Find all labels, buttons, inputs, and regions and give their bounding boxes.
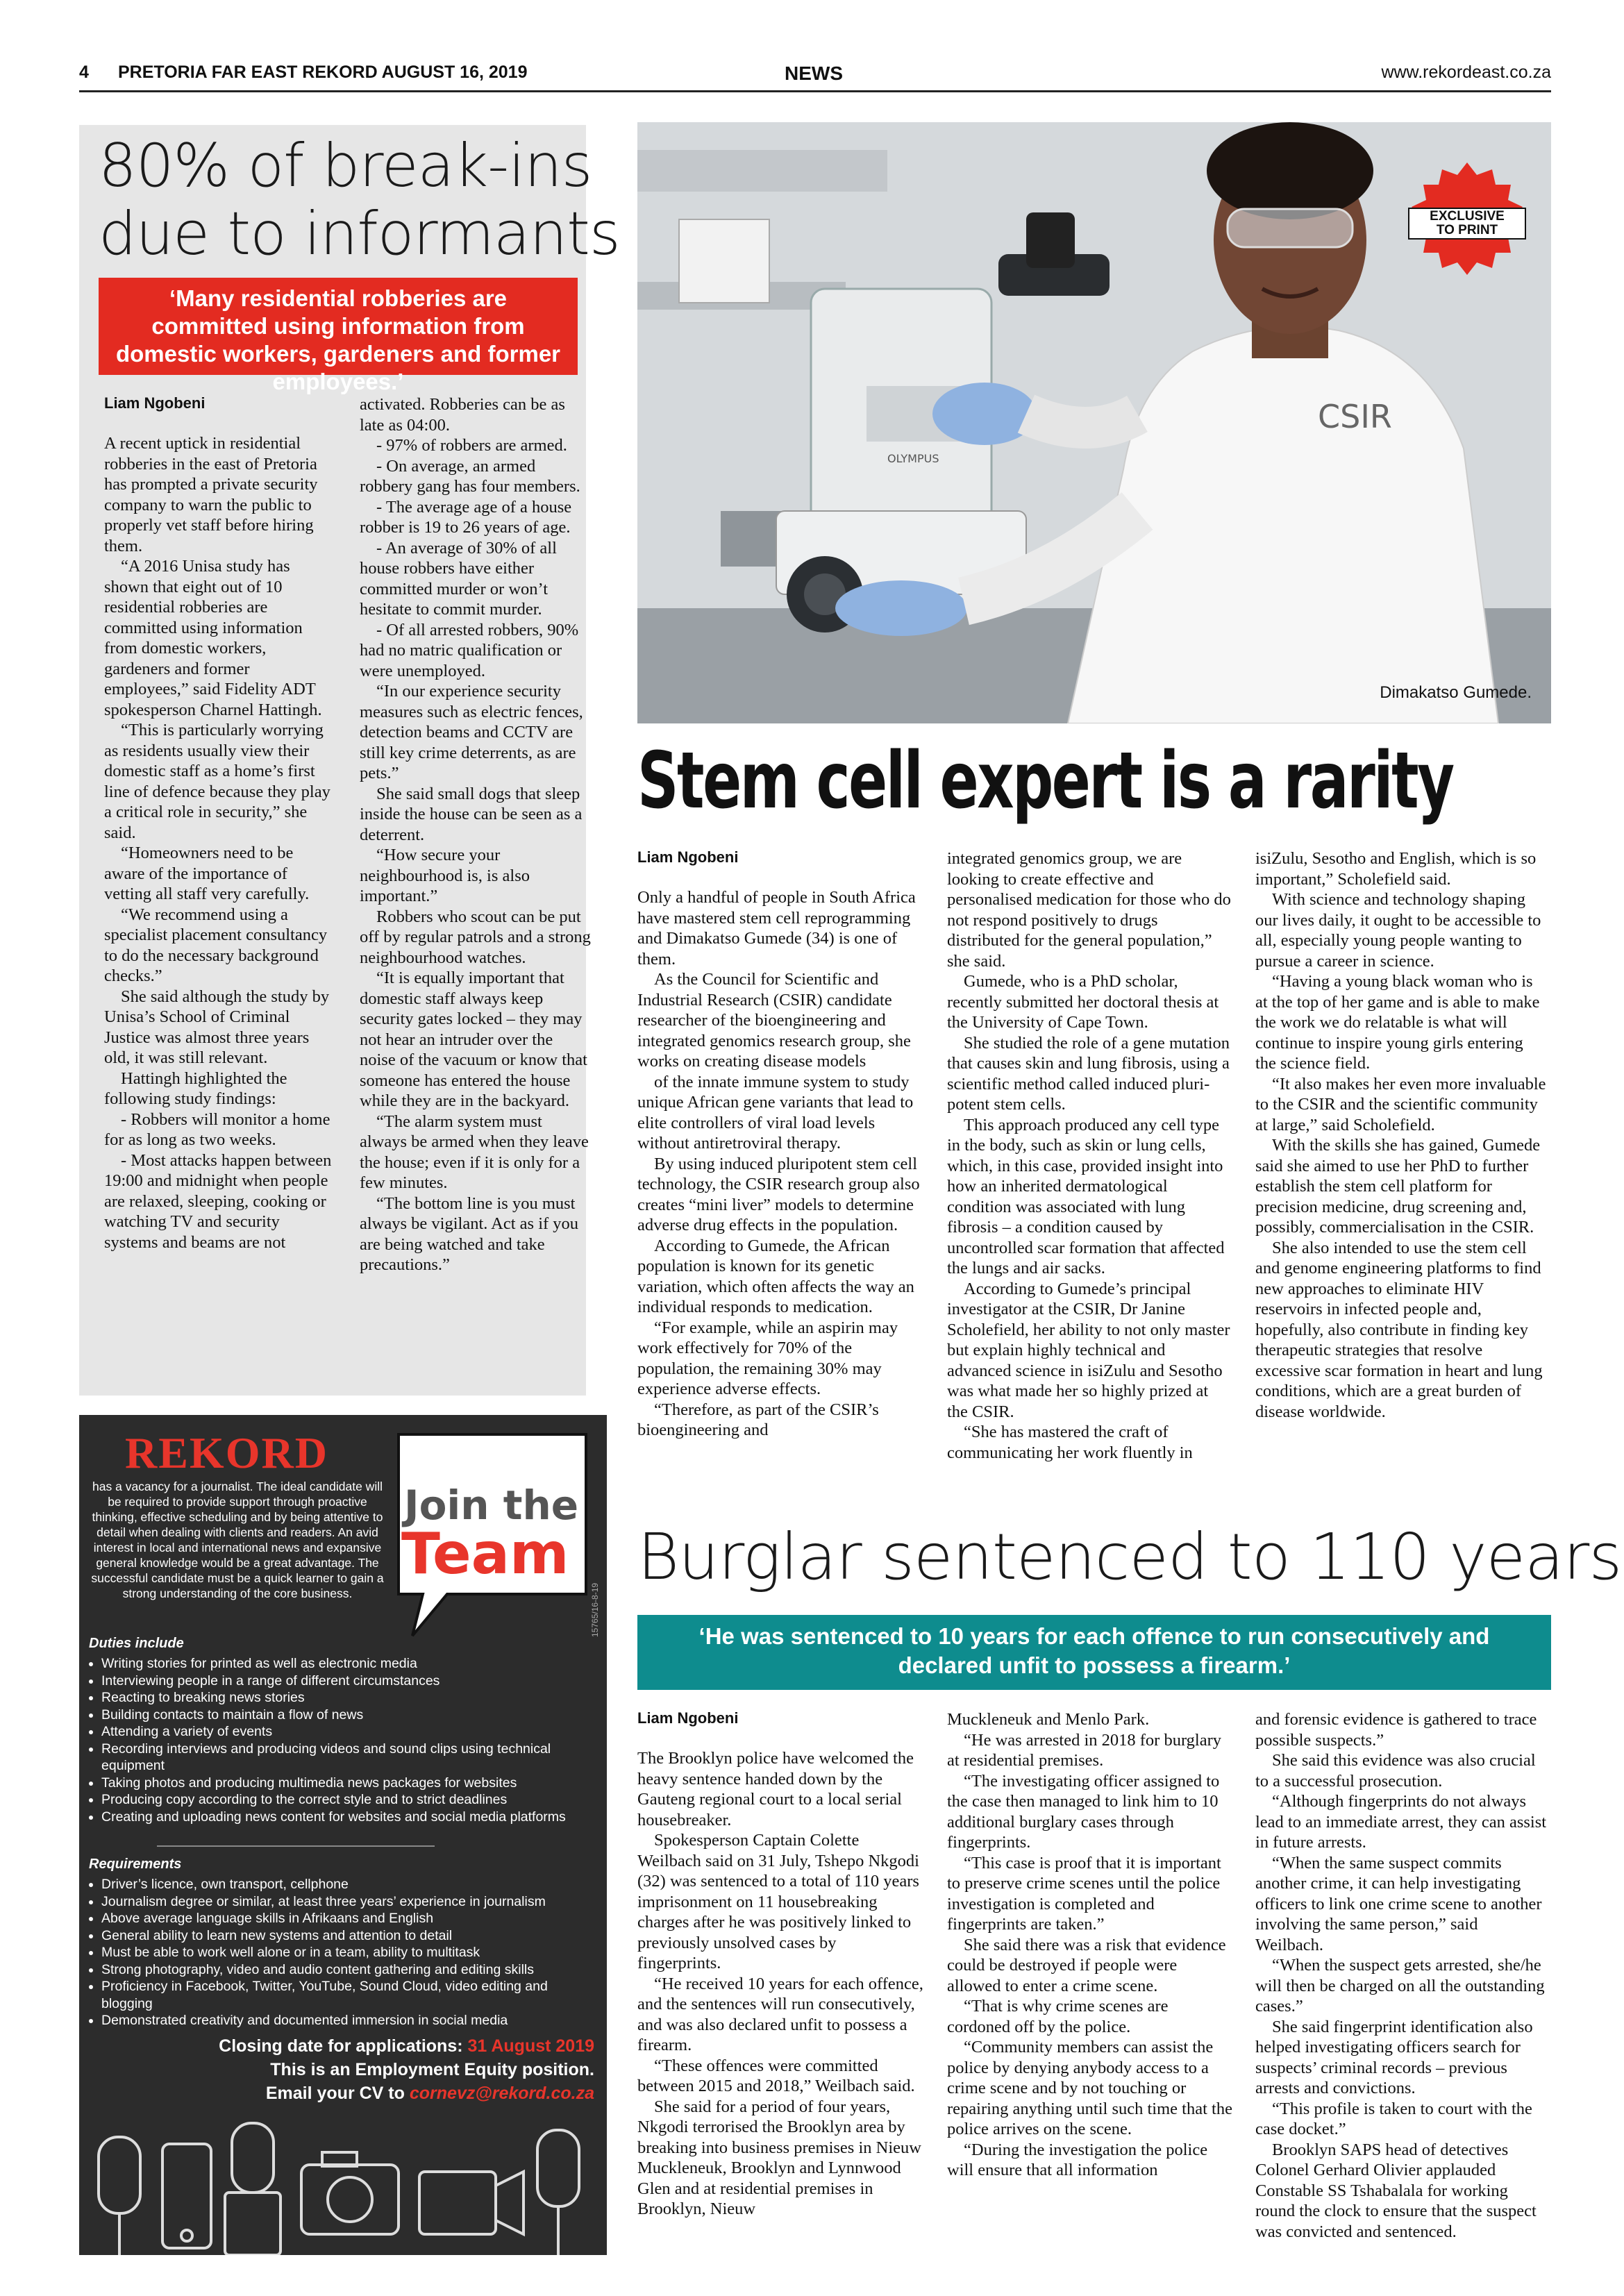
microscope-brand: OLYMPUS (887, 452, 939, 465)
paragraph: She also intended to use the stem cell and genome engineering platforms to find new approaches to eliminate HIV reservoirs in infected people and, hopefully, also contribute in finding key therapeutic strategies that resolve excessive scar formation in heart and lung conditions, which are a great burden of disease worldwide. (1255, 1238, 1543, 1421)
photo-caption: Dimakatso Gumede. (1380, 683, 1532, 702)
microphone-icon (99, 2137, 140, 2255)
paragraph: - An average of 30% of all house robbers have either committed murder or won’t hesitate to commit murder. (360, 538, 557, 619)
smartphone-icon (162, 2144, 211, 2248)
microphone-icon (537, 2130, 579, 2255)
paragraph: of the innate immune system to study unique African gene variants that lead to elite controllers of viral load levels without antiretroviral therapy. (637, 1072, 914, 1153)
paragraph: integrated genomics group, we are looking to create effective and personalised medication for those who do not respond positively to drugs distributed for the general population,” she said. (947, 849, 1231, 971)
list-item: • Taking photos and producing multimedia news packages for websites (101, 1775, 587, 1792)
list-item: • Reacting to breaking news stories (101, 1689, 587, 1707)
paragraph: and forensic evidence is gathered to trace possible suspects.” (1255, 1710, 1537, 1750)
paragraph: “When the same suspect commits another crime, it can help investigating officers to link one crime scene to another involving the same person,” said Weilbach. (1255, 1853, 1542, 1954)
paragraph: “This is particularly worrying as residents usually view their domestic staff as a home’s first line of defence because they play a critical role in security,” she said. (104, 721, 330, 842)
publication-line: PRETORIA FAR EAST REKORD AUGUST 16, 2019 (118, 62, 528, 82)
burglar-column-1 (637, 1748, 923, 2220)
breakins-byline: Liam Ngobeni (104, 394, 206, 412)
list-item: • Driver’s licence, own transport, cellphone (101, 1876, 587, 1893)
list-item: • Proficiency in Facebook, Twitter, YouTube, Sound Cloud, video editing and blogging (101, 1978, 587, 2012)
recruitment-ad (79, 1415, 607, 2255)
paragraph: This approach produced any cell type in the body, such as skin or lung cells, which, in this case, provided insight into how an inherited dermatological condition was associated with lung fibrosis – a condition caused by uncontrolled scar formation that affected the lungs and air sacks. (947, 1115, 1225, 1277)
paragraph: “That is why crime scenes are cordoned off by the police. (947, 1997, 1169, 2036)
paragraph: “We recommend using a specialist placement consultancy to do the necessary background checks.” (104, 905, 328, 985)
paragraph: “A 2016 Unisa study has shown that eight out of 10 residential robberies are committed using information from domestic workers, gardeners and former employees,” said Fidelity ADT spokesperson Charnel Hattingh. (104, 557, 322, 719)
list-item: • Attending a variety of events (101, 1723, 587, 1741)
paragraph: “During the investigation the police will ensure that all information (947, 2140, 1208, 2179)
requirements-list (86, 1876, 587, 2029)
paragraph: “It also makes her even more invaluable to the CSIR and the scientific community at large,” said Scholefield. (1255, 1074, 1546, 1134)
paragraph: “She has mastered the craft of communicating her work fluently in (947, 1423, 1193, 1462)
paragraph: “These offences were committed between 2015 and 2018,” Weilbach said. (637, 2056, 915, 2095)
stemcell-column-1 (637, 887, 923, 1441)
list-item: • Strong photography, video and audio content gathering and editing skills (101, 1961, 587, 1979)
paragraph: With the skills she has gained, Gumede said she aimed to use her PhD to further establish the stem cell platform for precision medicine, drug screening and, possibly, commercialisation in the CSIR. (1255, 1136, 1541, 1237)
paragraph: activated. Robberies can be as late as 04:00. (360, 395, 565, 435)
join-the-text: Join the (404, 1482, 579, 1529)
paragraph: “How secure your neighbourhood is, is also important.” (360, 846, 530, 905)
paragraph: Muckleneuk and Menlo Park. (947, 1710, 1150, 1729)
email-link[interactable]: cornevz@rekord.co.za (409, 2084, 594, 2103)
video-camera-icon (419, 2172, 524, 2234)
duties-heading: Duties include (89, 1636, 184, 1651)
header-rule (79, 90, 1551, 92)
paragraph: “He was arrested in 2018 for burglary at residential premises. (947, 1730, 1222, 1770)
list-item: • Recording interviews and producing videos and sound clips using technical equipment (101, 1741, 587, 1775)
paragraph: She said for a period of four years, Nkgodi terrorised the Brooklyn area by breaking into business premises in Nieuw Muckleneuk, Brooklyn and Lynnwood Glen and at residential premises in Brooklyn, Nieuw (637, 2097, 921, 2218)
breakins-headline-line2: due to informants (99, 199, 620, 269)
ad-closing-block (219, 2034, 594, 2105)
list-item: • Journalism degree or similar, at least three years’ experience in journalism (101, 1893, 587, 1911)
paragraph: She said although the study by Unisa’s School of Criminal Justice was almost three years old, it was still relevant. (104, 987, 330, 1067)
paragraph: “He received 10 years for each offence, and the sentences will run consecutively, and was also declared unfit to possess a firearm. (637, 1974, 923, 2054)
email-label: Email your CV to (265, 2084, 405, 2103)
paragraph: A recent uptick in residential robberies in the east of Pretoria has prompted a private security company to warn the public to properly vet staff before hiring them. (104, 434, 318, 555)
list-item: • Must be able to work well alone or in a team, ability to multitask (101, 1944, 587, 1961)
burglar-column-2 (947, 1709, 1233, 2181)
list-item: • Above average language skills in Afrikaans and English (101, 1910, 587, 1927)
paragraph: - Most attacks happen between 19:00 and midnight when people are relaxed, sleeping, cooking or watching TV and security systems and beams are not (104, 1150, 332, 1252)
paragraph: “The alarm system must always be armed when they leave the house; even if it is only for a few minutes. (360, 1112, 589, 1192)
list-item: • General ability to learn new systems and attention to detail (101, 1927, 587, 1945)
badge-line1: EXCLUSIVE (1430, 209, 1505, 224)
list-item: • Interviewing people in a range of different circumstances (101, 1673, 587, 1690)
paragraph: She said fingerprint identification also helped investigating officers search for suspects’ criminal records – previous arrests and convictions. (1255, 2017, 1533, 2097)
paragraph: “This case is proof that it is important to preserve crime scenes until the police investigation is completed and fingerprints are taken.” (947, 1853, 1221, 1934)
breakins-pull-quote: ‘Many residential robberies are committed using information from domestic workers, gardeners and former employees.’ (99, 278, 578, 375)
burglar-byline: Liam Ngobeni (637, 1709, 739, 1727)
paragraph: “Therefore, as part of the CSIR’s bioengineering and (637, 1400, 879, 1439)
paragraph: By using induced pluripotent stem cell technology, the CSIR research group also creates “mini liver” models to determine adverse drug effects in the population. (637, 1154, 920, 1234)
paragraph: isiZulu, Sesotho and English, which is so important,” Scholefield said. (1255, 849, 1537, 889)
paragraph: She said small dogs that sleep inside the house can be seen as a deterrent. (360, 784, 583, 844)
paragraph: Only a handful of people in South Africa have mastered stem cell reprogramming and Dimakatso Gumede (34) is one of them. (637, 888, 916, 969)
page-number: 4 (79, 62, 89, 82)
stemcell-column-2 (947, 848, 1233, 1463)
paragraph: Brooklyn SAPS head of detectives Colonel Gerhard Olivier applauded Constable SS Tshabalala for working round the clock to ensure that the suspect was convicted and sentenced. (1255, 2140, 1537, 2241)
paragraph: “Homeowners need to be aware of the importance of vetting all staff very carefully. (104, 844, 310, 903)
ad-ref-code: 15765/16-8-19 (590, 1582, 600, 1637)
list-item: • Writing stories for printed as well as electronic media (101, 1655, 587, 1673)
exclusive-badge (1405, 158, 1530, 283)
closing-date: 31 August 2019 (467, 2036, 594, 2056)
paragraph: Gumede, who is a PhD scholar, recently submitted her doctoral thesis at the University of Cape Town. (947, 972, 1219, 1032)
paragraph: “The investigating officer assigned to the case then managed to link him to 10 additional burglary cases through fingerprints. (947, 1771, 1220, 1852)
team-text: Team (401, 1521, 569, 1587)
paragraph: - The average age of a house robber is 19 to 26 years of age. (360, 497, 572, 537)
paragraph: “For example, while an aspirin may work effectively for 70% of the population, the remaining 30% may experience adverse effects. (637, 1318, 898, 1398)
paragraph: “It is equally important that domestic staff always keep security gates locked – they may not hear an intruder over the noise of the vacuum or know that someone has entered the house while they are in the backyard. (360, 969, 587, 1110)
paragraph: “This profile is taken to court with the case docket.” (1255, 2099, 1532, 2138)
paragraph: - Robbers will monitor a home for as long as two weeks. (104, 1109, 330, 1149)
paragraph: According to Gumede, the African population is known for its genetic variation, which often affects the way an individual responds to medication. (637, 1236, 914, 1316)
badge-line2: TO PRINT (1436, 223, 1498, 237)
camera-icon (301, 2152, 399, 2234)
svg-text:CSIR: CSIR (1318, 398, 1392, 435)
list-item: • Producing copy according to the correct style and to strict deadlines (101, 1791, 587, 1809)
paragraph: - On average, an armed robbery gang has four members. (360, 456, 580, 496)
paragraph: Spokesperson Captain Colette Weilbach said on 31 July, Tshepo Nkgodi (32) was sentenced to a total of 110 years imprisonment on 11 housebreaking charges after he was positively linked to previously unsolved cases by fingerprints. (637, 1831, 919, 1972)
requirements-heading: Requirements (89, 1857, 182, 1872)
closing-label: Closing date for applications: (219, 2036, 463, 2056)
website-url: www.rekordeast.co.za (1381, 62, 1551, 82)
paragraph: “Community members can assist the police by denying anybody access to a crime scene and by not touching or repairing anything until such time that the police arrives on the scene. (947, 2038, 1232, 2138)
list-item: • Building contacts to maintain a flow of news (101, 1707, 587, 1724)
breakins-headline-line1: 80% of break-ins (99, 131, 592, 201)
gumede-photo (637, 122, 1551, 723)
paragraph: The Brooklyn police have welcomed the heavy sentence handed down by the Gauteng regional court to a local serial housebreaker. (637, 1749, 914, 1829)
ad-divider (157, 1845, 435, 1847)
paragraph: - Of all arrested robbers, 90% had no matric qualification or were unemployed. (360, 620, 579, 680)
paragraph: She studied the role of a gene mutation that causes skin and lung fibrosis, using a scientific method called induced pluri-potent stem cells. (947, 1033, 1230, 1114)
paragraph: Robbers who scout can be put off by regular patrols and a strong neighbourhood watches. (360, 907, 591, 967)
burglar-column-3 (1255, 1709, 1547, 2242)
paragraph: She said this evidence was also crucial to a successful prosecution. (1255, 1751, 1536, 1791)
stemcell-column-3 (1255, 848, 1547, 1422)
paragraph: “When the suspect gets arrested, she/he will then be charged on all the outstanding cases.” (1255, 1956, 1545, 2016)
burglar-pull-quote: ‘He was sentenced to 10 years for each offence to run consecutively and declared unfit to possess a firearm.’ (637, 1615, 1551, 1690)
paragraph: According to Gumede’s principal investigator at the CSIR, Dr Janine Scholefield, her ability to not only master but explain highly technical and advanced science in isiZulu and Sesotho was what made her so highly prized at the CSIR. (947, 1279, 1230, 1421)
stemcell-byline: Liam Ngobeni (637, 848, 739, 866)
microphone-icon (225, 2123, 281, 2255)
paragraph: “Having a young black woman who is at the top of her game and is able to make the work we do relatable is what will continue to inspire young girls entering the science field. (1255, 972, 1540, 1073)
paragraph: As the Council for Scientific and Industrial Research (CSIR) candidate researcher of the bioengineering and integrated genomics research group, she works on creating disease models (637, 970, 911, 1071)
paragraph: She said there was a risk that evidence could be destroyed if people were allowed to enter a crime scene. (947, 1935, 1226, 1995)
burglar-headline: Burglar sentenced to 110 years (637, 1520, 1622, 1594)
list-item: • Creating and uploading news content for websites and social media platforms (101, 1809, 587, 1826)
paragraph: “Although fingerprints do not always lead to an immediate arrest, they can assist in future arrests. (1255, 1792, 1547, 1852)
join-team-bubble (385, 1427, 593, 1650)
breakins-column-2 (360, 394, 592, 1275)
paragraph: - 97% of robbers are armed. (376, 436, 567, 455)
rekord-logo: REKORD (125, 1428, 328, 1477)
ad-intro: has a vacancy for a journalist. The ideal candidate will be required to provide support through proactive thinking, effective scheduling and by being attentive to detail when dealing with clients and readers. An avid interest in local and international news and expansive general knowledge would be a great advantage. The successful candidate must be a quick learner to gain a strong understanding of the core business. (91, 1480, 384, 1600)
section-label: NEWS (785, 62, 843, 84)
paragraph: With science and technology shaping our lives daily, it ought to be accessible to all, especially young people wanting to pursue a career in science. (1255, 890, 1541, 971)
paragraph: “In our experience security measures such as electric fences, detection beams and CCTV are still key crime deterrents, as are pets.” (360, 682, 583, 782)
paragraph: “The bottom line is you must always be vigilant. Act as if you are being watched and take precautions.” (360, 1193, 579, 1274)
list-item: • Demonstrated creativity and documented immersion in social media (101, 2012, 587, 2029)
paragraph: Hattingh highlighted the following study findings: (104, 1069, 287, 1108)
stemcell-headline: Stem cell expert is a rarity (637, 736, 1453, 826)
breakins-column-1 (104, 433, 335, 1252)
media-icons-illustration (79, 2116, 607, 2255)
equity-statement: This is an Employment Equity position. (270, 2060, 594, 2079)
duties-list (86, 1655, 587, 1825)
